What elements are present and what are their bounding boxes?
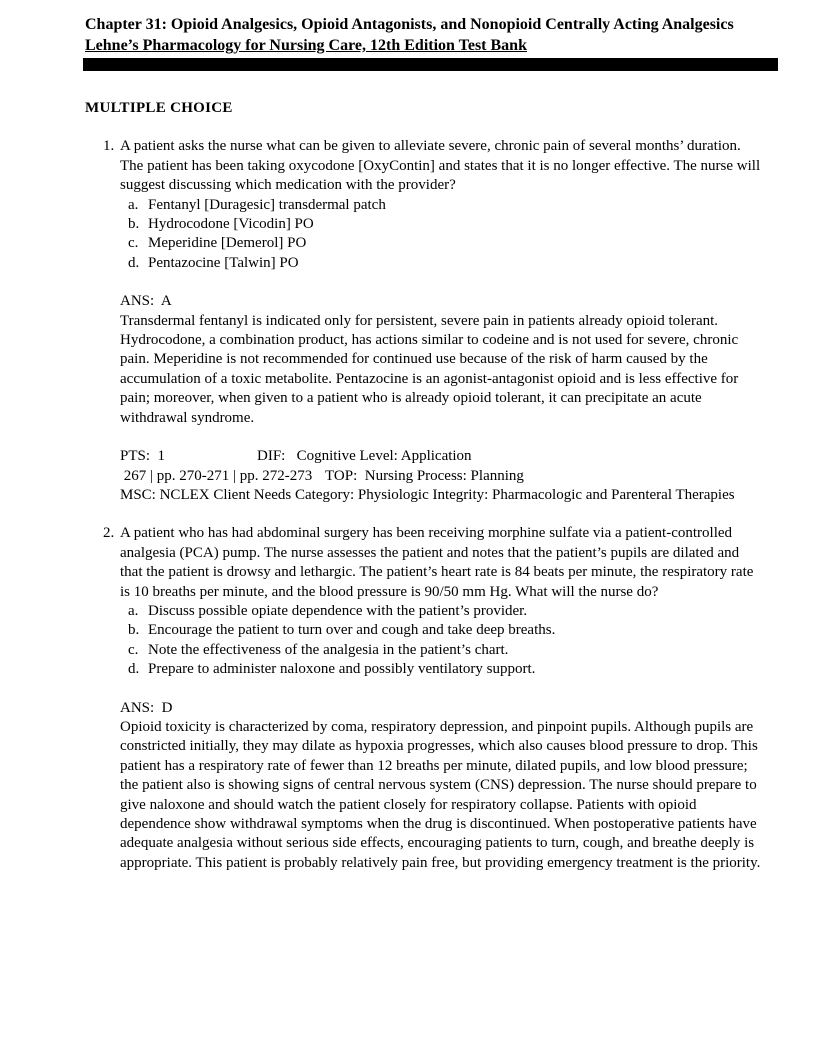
question-2-option-d [128, 660, 838, 679]
question-block-2 [85, 524, 838, 873]
section-heading: MULTIPLE CHOICE [85, 100, 233, 116]
question-1-meta-row-2 [120, 467, 838, 486]
document-header [85, 14, 777, 56]
meta-dif: DIF: Cognitive Level: Application [257, 448, 472, 465]
option-text: Fentanyl [Duragesic] transdermal patch [148, 196, 386, 213]
question-2-option-a [128, 602, 838, 621]
option-text: Hydrocodone [Vicodin] PO [148, 216, 314, 233]
question-1-options [85, 196, 838, 274]
question-1-option-c [128, 234, 838, 253]
option-letter: b. [128, 622, 140, 639]
question-1-stem: A patient asks the nurse what can be given to alleviate severe, chronic pain of several months’ duration. The patient has been taking oxycodone [OxyContin] and states that it is no longer effective. The nurse will suggest discussing which medication with the provider? [120, 138, 761, 194]
meta-pts: PTS: 1 [120, 448, 166, 465]
question-2-number: 2. [103, 525, 115, 542]
question-1-option-a [128, 196, 838, 215]
question-1-stem-row [85, 137, 838, 195]
question-1-number: 1. [103, 138, 115, 155]
option-letter: d. [128, 254, 140, 271]
question-2-options [85, 602, 838, 680]
header-divider-bar [83, 58, 778, 71]
option-text: Discuss possible opiate dependence with the patient’s provider. [148, 602, 528, 619]
chapter-title: Chapter 31: Opioid Analgesics, Opioid Antagonists, and Nonopioid Centrally Acting Analgesics [85, 16, 734, 33]
meta-ref: 267 | pp. 270-271 | pp. 272-273 [120, 467, 313, 484]
question-1-answer: ANS: A [120, 293, 172, 310]
option-letter: a. [128, 196, 139, 213]
option-text: Prepare to administer naloxone and possibly ventilatory support. [148, 661, 536, 678]
question-1-meta [120, 447, 838, 505]
option-letter: c. [128, 641, 139, 658]
question-block-1 [85, 137, 838, 505]
question-1-meta-row-1 [120, 447, 838, 466]
question-2-option-b [128, 621, 838, 640]
option-letter: c. [128, 235, 139, 252]
question-2-answer: ANS: D [120, 699, 173, 716]
question-1-option-b [128, 215, 838, 234]
option-text: Note the effectiveness of the analgesia in the patient’s chart. [148, 641, 509, 658]
question-2-rationale: Opioid toxicity is characterized by coma, respiratory depression, and pinpoint pupils. Although pupils are constricted initially, they may dilate as hypoxia progresses, which also causes blood pressure to drop. This patient has a respiratory rate of fewer than 12 breaths per minute, dilated pupils, and low blood pressure; the patient also is showing signs of central nervous system (CNS) depression. The nurse should prepare to give naloxone and should watch the patient closely for respiratory collapse. Patients with opioid dependence show withdrawal symptoms when the drug is discontinued. When postoperative patients have adequate analgesia without serious side effects, encouraging patients to turn, cough, and breathe deeply is appropriate. This patient is probably relatively pain free, but providing emergency treatment is the priority. [120, 718, 761, 871]
book-title: Lehne’s Pharmacology for Nursing Care, 12th Edition Test Bank [85, 37, 527, 54]
question-1-option-d [128, 254, 838, 273]
option-letter: d. [128, 661, 140, 678]
question-2-option-c [128, 641, 838, 660]
question-1-rationale: Transdermal fentanyl is indicated only for persistent, severe pain in patients already opioid tolerant. Hydrocodone, a combination product, has actions similar to codeine and is not used for severe, chronic pain. Meperidine is not recommended for continued use because of the risk of harm caused by the accumulation of a toxic metabolite. Pentazocine is an agonist-antagonist opioid and is less effective for pain; moreover, when given to a patient who is already opioid tolerant, it can precipitate an acute withdrawal syndrome. [120, 312, 739, 426]
option-text: Pentazocine [Talwin] PO [148, 254, 299, 271]
option-text: Meperidine [Demerol] PO [148, 235, 307, 252]
option-letter: a. [128, 602, 139, 619]
question-2-stem: A patient who has had abdominal surgery has been receiving morphine sulfate via a patient-controlled analgesia (PCA) pump. The nurse assesses the patient and notes that the patient’s pupils are dilated and that the patient is drowsy and lethargic. The patient’s heart rate is 84 beats per minute, the respiratory rate is 10 breaths per minute, and the blood pressure is 90/50 mm Hg. What will the nurse do? [120, 525, 754, 600]
meta-top: TOP: Nursing Process: Planning [325, 467, 524, 484]
question-2-stem-row [85, 524, 838, 602]
meta-msc: MSC: NCLEX Client Needs Category: Physiologic Integrity: Pharmacologic and Parenteral Therapies [120, 486, 735, 503]
option-letter: b. [128, 216, 140, 233]
option-text: Encourage the patient to turn over and cough and take deep breaths. [148, 622, 556, 639]
